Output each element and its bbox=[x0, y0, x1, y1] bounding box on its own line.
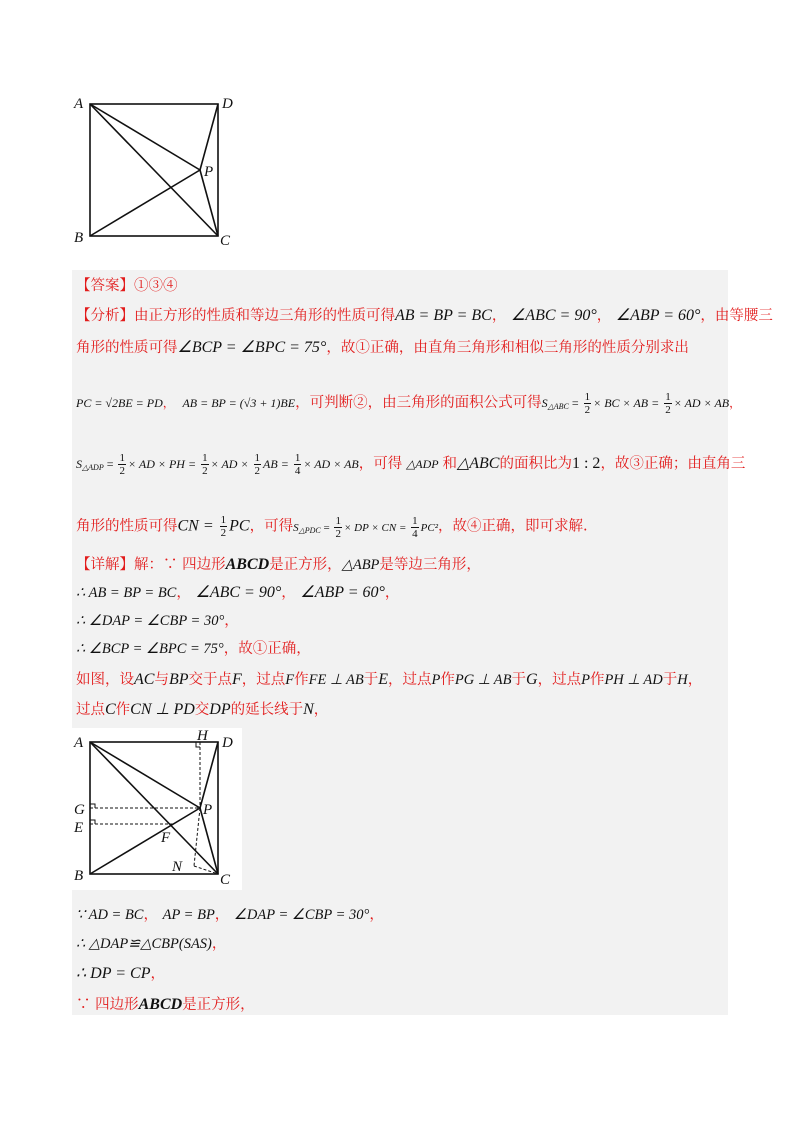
analysis-line-3 bbox=[76, 391, 741, 417]
math-expr: AB = bbox=[263, 457, 292, 471]
detail-line-1 bbox=[76, 555, 481, 575]
label-d: D bbox=[222, 735, 233, 751]
math-expr: ∠ABP = 60° bbox=[300, 584, 385, 601]
math-expr: AB = BP = (√3 + 1)BE bbox=[182, 396, 296, 410]
math-expr: × AD × bbox=[210, 457, 252, 471]
detail-text: 作 bbox=[440, 672, 455, 688]
math-expr: ABCD bbox=[225, 556, 270, 573]
label-g: G bbox=[74, 802, 85, 818]
label-p: P bbox=[203, 802, 213, 818]
math-expr: E bbox=[378, 671, 388, 688]
math-expr: × AD × AB bbox=[303, 457, 359, 471]
math-expr: ∴ ∠DAP = ∠CBP = 30° bbox=[76, 613, 225, 629]
label-d: D bbox=[222, 96, 233, 112]
fraction-numerator: 1 bbox=[335, 515, 341, 527]
segment-pd bbox=[200, 104, 218, 170]
analysis-text: 的面积比为 bbox=[499, 456, 572, 472]
fraction-numerator: 1 bbox=[254, 452, 261, 464]
math-expr: ∠ABC = 90° bbox=[510, 307, 597, 324]
fraction bbox=[220, 514, 228, 539]
math-expr: CN ⊥ PD bbox=[130, 701, 195, 718]
fraction-numerator: 1 bbox=[665, 391, 671, 403]
analysis-text: ，由等腰三 bbox=[700, 308, 773, 324]
detail-text: 于 bbox=[511, 672, 527, 688]
detail-text: 是等边三角形， bbox=[379, 557, 481, 573]
detail-text: ，过点 bbox=[387, 672, 432, 688]
analysis-text: ，故③正确；由直角三 bbox=[600, 456, 746, 472]
math-expr: △ABP bbox=[341, 557, 380, 573]
math-expr: PC bbox=[229, 517, 250, 535]
fraction bbox=[201, 452, 209, 477]
math-expr: = bbox=[320, 521, 333, 534]
math-expr: G bbox=[526, 671, 538, 688]
math-expr: = bbox=[103, 457, 117, 471]
math-expr: ∴ △DAP≌△CBP(SAS) bbox=[76, 936, 212, 952]
separator: ， bbox=[150, 966, 165, 982]
math-expr: × BC × AB = bbox=[593, 396, 663, 410]
separator: ， bbox=[729, 396, 742, 410]
separator: ， bbox=[596, 308, 612, 324]
analysis-tag: 【分析】 bbox=[76, 308, 134, 324]
math-expr: ∠ABP = 60° bbox=[615, 307, 701, 324]
math-expr: ∠DAP = ∠CBP = 30° bbox=[233, 907, 370, 923]
math-expr: ∠BCP = ∠BPC = 75° bbox=[177, 339, 327, 356]
detail-line-7 bbox=[76, 905, 384, 925]
math-expr: ABCD bbox=[138, 996, 183, 1013]
math-expr: CN = bbox=[177, 517, 218, 535]
fraction-denominator: 4 bbox=[412, 528, 418, 540]
math-expr: PC = √2BE = PD bbox=[76, 396, 163, 410]
detail-text: 作 bbox=[294, 672, 309, 688]
separator: ， bbox=[224, 613, 239, 629]
detail-text: 于 bbox=[662, 672, 678, 688]
analysis-text: ，可得 bbox=[358, 456, 403, 472]
label-h: H bbox=[197, 728, 208, 744]
fraction-numerator: 1 bbox=[202, 452, 208, 464]
analysis-text: ，可判断②，由三角形的面积公式可得 bbox=[295, 395, 542, 411]
separator: ， bbox=[214, 907, 230, 923]
label-n: N bbox=[172, 859, 183, 875]
math-expr: ∴ DP = CP bbox=[76, 965, 151, 982]
math-expr: S bbox=[541, 396, 548, 410]
detail-text: ，过点 bbox=[537, 672, 582, 688]
fraction-numerator: 1 bbox=[412, 515, 418, 527]
detail-text: 如图，设 bbox=[76, 672, 134, 688]
separator: ， bbox=[211, 936, 227, 952]
math-subscript: △PDC bbox=[298, 525, 321, 535]
answer-line bbox=[76, 276, 178, 296]
detail-text: 交 bbox=[194, 702, 210, 718]
fraction-numerator: 1 bbox=[294, 452, 301, 464]
detail-line-4 bbox=[76, 639, 311, 659]
separator: ， bbox=[687, 672, 703, 688]
detail-text: 是正方形， bbox=[182, 997, 255, 1013]
detail-text: ∵ 四边形 bbox=[76, 997, 139, 1013]
fraction-denominator: 2 bbox=[335, 528, 341, 540]
math-expr: = bbox=[568, 396, 582, 410]
label-c: C bbox=[220, 872, 231, 888]
segment-bp bbox=[90, 170, 200, 236]
label-e: E bbox=[74, 820, 84, 836]
detail-text: 作 bbox=[115, 702, 131, 718]
fraction-denominator: 2 bbox=[254, 465, 261, 477]
detail-text: 与 bbox=[154, 672, 169, 688]
fraction bbox=[411, 515, 419, 540]
detail-text: ，故①正确， bbox=[223, 641, 311, 657]
math-subscript: △ABC bbox=[547, 402, 569, 411]
fraction-numerator: 1 bbox=[220, 514, 227, 526]
analysis-line-1 bbox=[76, 306, 773, 326]
math-expr: P bbox=[581, 672, 590, 688]
separator: ， bbox=[491, 308, 507, 324]
detail-text: 解：∵ 四边形 bbox=[134, 557, 226, 573]
label-c: C bbox=[220, 233, 231, 249]
math-expr: ∵ AD = BC bbox=[76, 907, 144, 923]
analysis-text: 由正方形的性质和等边三角形的性质可得 bbox=[134, 308, 395, 324]
fraction-denominator: 2 bbox=[584, 404, 591, 416]
analysis-line-2 bbox=[76, 338, 689, 358]
fraction-numerator: 1 bbox=[584, 391, 591, 403]
separator: ， bbox=[384, 585, 400, 601]
detail-line-9 bbox=[76, 964, 165, 984]
math-expr: C bbox=[105, 701, 116, 718]
separator: ， bbox=[369, 907, 384, 923]
math-expr: AP = BP bbox=[162, 907, 215, 923]
detail-text: ，过点 bbox=[241, 672, 286, 688]
math-expr: S bbox=[293, 521, 299, 534]
detail-line-10 bbox=[76, 995, 255, 1015]
math-expr: S bbox=[76, 457, 82, 471]
math-expr: N bbox=[303, 701, 314, 718]
math-expr: 1 : 2 bbox=[571, 455, 601, 472]
label-f: F bbox=[161, 830, 171, 846]
detail-text: 作 bbox=[589, 672, 605, 688]
math-expr: P bbox=[431, 672, 441, 688]
detail-tag: 【详解】 bbox=[76, 557, 134, 573]
separator: ， bbox=[313, 702, 329, 718]
analysis-text: ，故④正确，即可求解. bbox=[438, 518, 588, 535]
label-b: B bbox=[74, 868, 84, 884]
math-expr: ∠ABC = 90° bbox=[195, 584, 282, 601]
math-expr: × AD × AB bbox=[673, 396, 730, 410]
detail-text: 于 bbox=[363, 672, 379, 688]
math-expr: △ADP bbox=[406, 457, 439, 471]
fraction-denominator: 2 bbox=[220, 527, 227, 539]
math-expr: FE ⊥ AB bbox=[308, 672, 364, 688]
math-expr: F bbox=[232, 671, 242, 688]
separator: ， bbox=[143, 907, 158, 923]
math-expr: × DP × CN = bbox=[343, 521, 410, 534]
math-expr: PC² bbox=[420, 521, 438, 534]
figure-square-2 bbox=[72, 728, 242, 890]
analysis-line-4 bbox=[76, 452, 745, 478]
fraction-denominator: 2 bbox=[202, 465, 208, 477]
analysis-line-5 bbox=[76, 514, 588, 541]
fraction-numerator: 1 bbox=[119, 452, 125, 464]
answer-value: ①③④ bbox=[134, 278, 178, 294]
analysis-text: ，故①正确，由直角三角形和相似三角形的性质分别求出 bbox=[326, 340, 689, 356]
separator: ， bbox=[162, 396, 175, 410]
math-expr: PG ⊥ AB bbox=[454, 672, 512, 688]
detail-text: 过点 bbox=[76, 702, 105, 718]
analysis-text: 角形的性质可得 bbox=[76, 340, 178, 356]
detail-text: 是正方形， bbox=[269, 557, 342, 573]
separator: ， bbox=[176, 585, 191, 601]
detail-text: 的延长线于 bbox=[230, 702, 304, 718]
fraction-denominator: 2 bbox=[119, 465, 125, 477]
fraction-denominator: 4 bbox=[294, 465, 301, 477]
math-expr: AC bbox=[134, 671, 155, 688]
math-expr: DP bbox=[209, 701, 231, 718]
answer-tag: 【答案】 bbox=[76, 278, 134, 294]
label-b: B bbox=[74, 230, 84, 246]
math-expr: ∴ ∠BCP = ∠BPC = 75° bbox=[76, 641, 224, 657]
math-expr: △ABC bbox=[456, 455, 500, 472]
math-expr: H bbox=[677, 672, 688, 688]
math-subscript: △ADP bbox=[82, 463, 104, 472]
math-expr: ∴ AB = BP = BC bbox=[76, 585, 177, 601]
detail-text: 交于点 bbox=[188, 672, 232, 688]
math-expr: AB = BP = BC bbox=[395, 307, 492, 324]
fraction bbox=[118, 452, 126, 477]
fraction bbox=[334, 515, 342, 540]
math-expr: BP bbox=[168, 671, 189, 688]
detail-line-8 bbox=[76, 934, 226, 954]
math-expr: F bbox=[285, 672, 295, 688]
detail-line-2 bbox=[76, 583, 399, 603]
math-expr: × AD × PH = bbox=[127, 457, 200, 471]
fraction bbox=[254, 452, 262, 477]
analysis-text: 角形的性质可得 bbox=[76, 518, 178, 535]
separator: ， bbox=[281, 585, 296, 601]
detail-line-3 bbox=[76, 611, 239, 631]
fraction bbox=[664, 391, 672, 416]
analysis-text: 和 bbox=[442, 456, 457, 472]
label-a: A bbox=[74, 96, 84, 112]
detail-line-5 bbox=[76, 670, 702, 690]
fraction-denominator: 2 bbox=[665, 404, 671, 416]
fraction bbox=[294, 452, 302, 477]
label-a: A bbox=[74, 735, 84, 751]
analysis-text: ，可得 bbox=[249, 518, 294, 535]
label-p: P bbox=[204, 164, 214, 180]
fraction bbox=[584, 391, 592, 416]
math-expr: PH ⊥ AD bbox=[604, 672, 663, 688]
figure-square-1 bbox=[72, 92, 242, 252]
detail-line-6 bbox=[76, 700, 328, 720]
